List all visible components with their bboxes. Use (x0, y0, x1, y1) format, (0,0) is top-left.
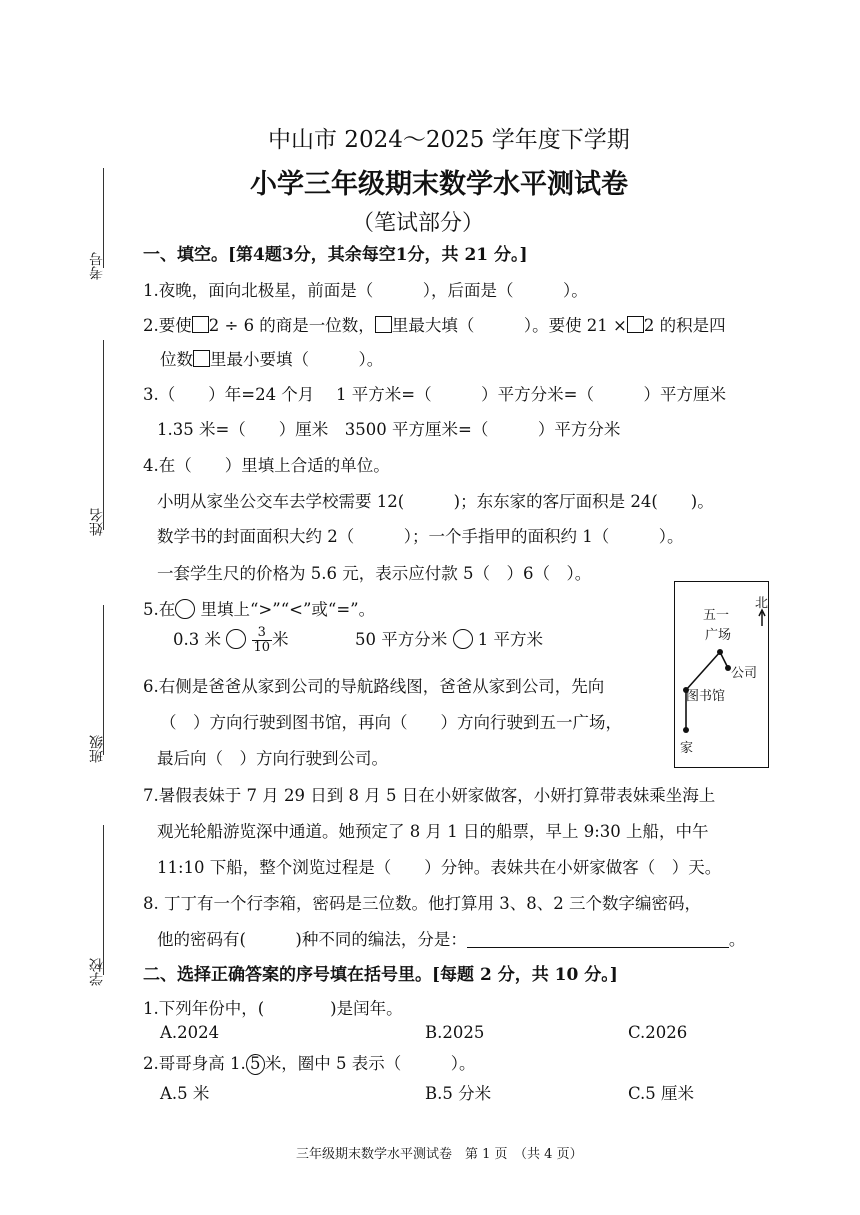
q8-end: 。 (728, 930, 746, 949)
page-footer: 三年级期末数学水平测试卷 第 1 页 （共 4 页） (296, 1147, 583, 1162)
section2-title: 二、选择正确答案的序号填在括号里。[每题 2 分，共 10 分。] (143, 965, 618, 985)
q5a-unit: 米 (272, 630, 289, 649)
q2-text: 位数 (160, 350, 193, 369)
choice-1-option-b[interactable]: B.2025 (425, 1023, 485, 1042)
blank-box[interactable] (375, 316, 392, 333)
map-company-label: 公司 (731, 666, 758, 681)
class-label: 班级 (89, 735, 105, 763)
choice-2-option-c[interactable]: C.5 厘米 (628, 1084, 695, 1103)
blank-box[interactable] (193, 350, 210, 367)
question-6-line1: 6.右侧是爸爸从家到公司的导航路线图，爸爸从家到公司，先向 (143, 677, 605, 696)
q2-text: 2.要使 (143, 316, 192, 335)
choice-question-2 (143, 1050, 475, 1075)
margin-line (103, 340, 104, 530)
margin-line (103, 825, 104, 975)
choice-1-option-a[interactable]: A.2024 (160, 1023, 220, 1042)
exam-title-line1: 中山市 2024～2025 学年度下学期 (268, 127, 630, 153)
question-7-line3: 11:10 下船，整个浏览过程是（ ）分钟。表妹共在小妍家做客（ ）天。 (157, 858, 722, 877)
map-library-label: 图书馆 (686, 689, 726, 704)
compare-circle[interactable] (175, 599, 195, 619)
question-4a: 小明从家坐公交车去学校需要 12( )；东东家的客厅面积是 24( )。 (157, 492, 714, 511)
name-label: 姓名 (89, 508, 105, 536)
question-1: 1.夜晚，面向北极星，前面是（ ），后面是（ ）。 (143, 281, 588, 300)
question-8-line1: 8. 丁丁有一个行李箱，密码是三位数。他打算用 3、8、2 三个数字编密码， (143, 894, 701, 913)
q5-text: 里填上“>”“<”或“=”。 (200, 600, 376, 619)
school-label: 学校 (89, 958, 105, 986)
choice-1-option-c[interactable]: C.2026 (628, 1023, 688, 1042)
q2-text: 2 的积是四 (643, 316, 726, 335)
route-map (674, 581, 769, 768)
q5b-left: 50 平方分米 (355, 630, 448, 649)
fraction-numerator: 3 (252, 626, 273, 641)
margin-line (103, 605, 104, 755)
map-wuyi-label: 五一 (703, 608, 730, 623)
fraction (252, 626, 273, 655)
question-5-items (173, 626, 543, 655)
q5a-left: 0.3 米 (173, 630, 221, 649)
compare-circle[interactable] (226, 629, 246, 649)
question-3-line2: 1.35 米=（ ）厘米 3500 平方厘米=（ ）平方分米 (157, 420, 621, 439)
question-4: 4.在（ ）里填上合适的单位。 (143, 456, 390, 475)
question-7-line2: 观光轮船游览深中通道。她预定了 8 月 1 日的船票，早上 9:30 上船，中午 (157, 822, 709, 841)
q5-text: 5.在 (143, 600, 176, 619)
q2-text: 里最小要填（ ）。 (210, 350, 384, 369)
choice-2-option-b[interactable]: B.5 分米 (425, 1084, 492, 1103)
question-2-line2 (160, 346, 383, 370)
map-north-label: 北 (755, 596, 769, 611)
q2c-text: 米，圈中 5 表示（ ）。 (264, 1054, 476, 1073)
exam-title-line2: 小学三年级期末数学水平测试卷 (250, 169, 628, 200)
blank-box[interactable] (627, 316, 644, 333)
question-6-line3: 最后向（ ）方向行驶到公司。 (157, 749, 388, 768)
fraction-denominator: 10 (253, 640, 271, 655)
question-6-line2: （ ）方向行驶到图书馆，再向（ ）方向行驶到五一广场， (160, 713, 622, 732)
q2-text: 里最大填（ ）。要使 21 × (391, 316, 627, 335)
q2c-text: 2.哥哥身高 1. (143, 1054, 246, 1073)
question-8-line2 (157, 926, 745, 950)
question-4b: 数学书的封面面积大约 2（ ）；一个手指甲的面积约 1（ ）。 (157, 527, 684, 546)
q5b-right: 1 平方米 (477, 630, 544, 649)
question-7-line1: 7.暑假表妹于 7 月 29 日到 8 月 5 日在小妍家做客，小妍打算带表妹乘坐海上 (143, 786, 716, 805)
circled-digit: 5 (246, 1054, 265, 1075)
blank-box[interactable] (192, 316, 209, 333)
map-square-label: 广场 (705, 628, 732, 643)
question-5 (143, 596, 375, 620)
q8-text: 他的密码有( )种不同的编法，分是： (157, 930, 467, 949)
question-4c: 一套学生尺的价格为 5.6 元，表示应付款 5（ ）6（ ）。 (157, 564, 592, 583)
question-2-line1 (143, 312, 726, 336)
answer-blank-line[interactable] (467, 931, 729, 948)
question-3-line1: 3.（ ）年=24 个月 1 平方米=（ ）平方分米=（ ）平方厘米 (143, 385, 726, 404)
q2-text: 2 ÷ 6 的商是一位数， (208, 316, 375, 335)
choice-2-option-a[interactable]: A.5 米 (160, 1084, 210, 1103)
exam-title-line3: （笔试部分） (352, 211, 485, 236)
exam-no-label: 考号 (89, 252, 105, 280)
section1-title: 一、填空。[第4题3分，其余每空1分，共 21 分。] (143, 245, 528, 265)
choice-question-1: 1.下列年份中，( )是闰年。 (143, 999, 403, 1018)
compare-circle[interactable] (453, 629, 473, 649)
map-home-label: 家 (680, 741, 694, 756)
